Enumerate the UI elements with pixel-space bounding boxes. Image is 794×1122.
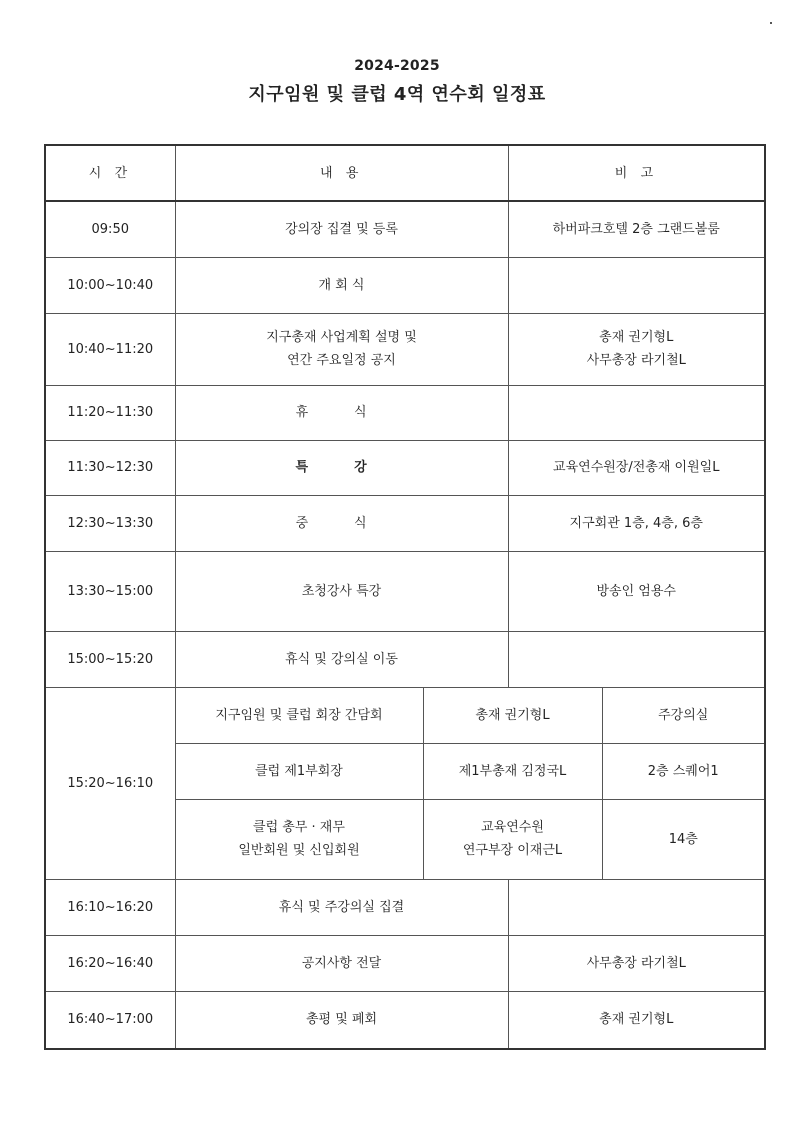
split-lead-line: 교육연수원 — [481, 820, 544, 835]
row-time: 10:40~11:20 — [45, 313, 175, 385]
row-note — [508, 257, 765, 313]
table-row — [45, 495, 765, 551]
row-content: 개 회 식 — [175, 257, 508, 313]
split-content: 지구임원 및 클럽 회장 간담회 — [175, 687, 423, 743]
row-time: 13:30~15:00 — [45, 551, 175, 631]
row-note-line: 총재 권기형L — [599, 330, 674, 345]
split-time: 15:20~16:10 — [45, 687, 175, 879]
schedule-table — [44, 144, 766, 1050]
row-note: 하버파크호텔 2층 그랜드볼룸 — [508, 201, 765, 257]
row-note-line: 사무총장 라기철L — [586, 353, 686, 368]
row-time: 16:10~16:20 — [45, 879, 175, 935]
row-note: 지구회관 1층, 4층, 6층 — [508, 495, 765, 551]
split-place: 주강의실 — [602, 687, 765, 743]
row-content: 휴 식 — [175, 385, 508, 440]
table-row — [45, 257, 765, 313]
row-time: 12:30~13:30 — [45, 495, 175, 551]
document-title: 지구임원 및 클럽 4역 연수회 일정표 — [248, 84, 546, 105]
row-time: 11:30~12:30 — [45, 440, 175, 495]
row-note: 방송인 엄용수 — [508, 551, 765, 631]
table-row — [45, 879, 765, 935]
split-content: 클럽 제1부회장 — [175, 743, 423, 799]
split-content-line: 클럽 총무 · 재무 — [253, 820, 345, 835]
row-time: 11:20~11:30 — [45, 385, 175, 440]
row-content: 강의장 집결 및 등록 — [175, 201, 508, 257]
split-place: 2층 스퀘어1 — [602, 743, 765, 799]
split-lead: 제1부총재 김정국L — [423, 743, 602, 799]
table-header-row — [45, 145, 765, 201]
split-lead: 총재 권기형L — [423, 687, 602, 743]
table-row — [45, 935, 765, 991]
table-row — [45, 440, 765, 495]
row-note — [508, 631, 765, 687]
row-content-line: 지구총재 사업계획 설명 및 — [266, 330, 417, 345]
row-note — [508, 313, 765, 385]
row-content: 초청강사 특강 — [175, 551, 508, 631]
split-content-line: 일반회원 및 신입회원 — [238, 843, 360, 858]
header-time: 시 간 — [45, 145, 175, 201]
row-time: 10:00~10:40 — [45, 257, 175, 313]
row-content — [175, 313, 508, 385]
row-time: 16:40~17:00 — [45, 991, 175, 1049]
row-time: 15:00~15:20 — [45, 631, 175, 687]
row-content-line: 연간 주요일정 공지 — [287, 353, 396, 368]
row-content: 중 식 — [175, 495, 508, 551]
row-note: 교육연수원장/전총재 이원일L — [508, 440, 765, 495]
row-note: 사무총장 라기철L — [508, 935, 765, 991]
split-lead — [423, 799, 602, 879]
row-content: 특 강 — [175, 440, 508, 495]
row-content: 공지사항 전달 — [175, 935, 508, 991]
split-row — [45, 687, 765, 743]
header-content: 내 용 — [175, 145, 508, 201]
row-note: 총재 권기형L — [508, 991, 765, 1049]
split-content — [175, 799, 423, 879]
row-note — [508, 385, 765, 440]
row-content: 휴식 및 강의실 이동 — [175, 631, 508, 687]
table-row — [45, 991, 765, 1049]
scan-dot — [770, 22, 772, 24]
row-content: 휴식 및 주강의실 집결 — [175, 879, 508, 935]
row-content: 총평 및 폐회 — [175, 991, 508, 1049]
table-row — [45, 313, 765, 385]
table-row — [45, 201, 765, 257]
document-year: 2024-2025 — [354, 58, 440, 74]
split-place: 14층 — [602, 799, 765, 879]
split-lead-line: 연구부장 이재근L — [462, 843, 563, 858]
table-row — [45, 551, 765, 631]
table-row — [45, 385, 765, 440]
header-note: 비 고 — [508, 145, 765, 201]
row-time: 16:20~16:40 — [45, 935, 175, 991]
table-row — [45, 631, 765, 687]
row-time: 09:50 — [45, 201, 175, 257]
row-note — [508, 879, 765, 935]
